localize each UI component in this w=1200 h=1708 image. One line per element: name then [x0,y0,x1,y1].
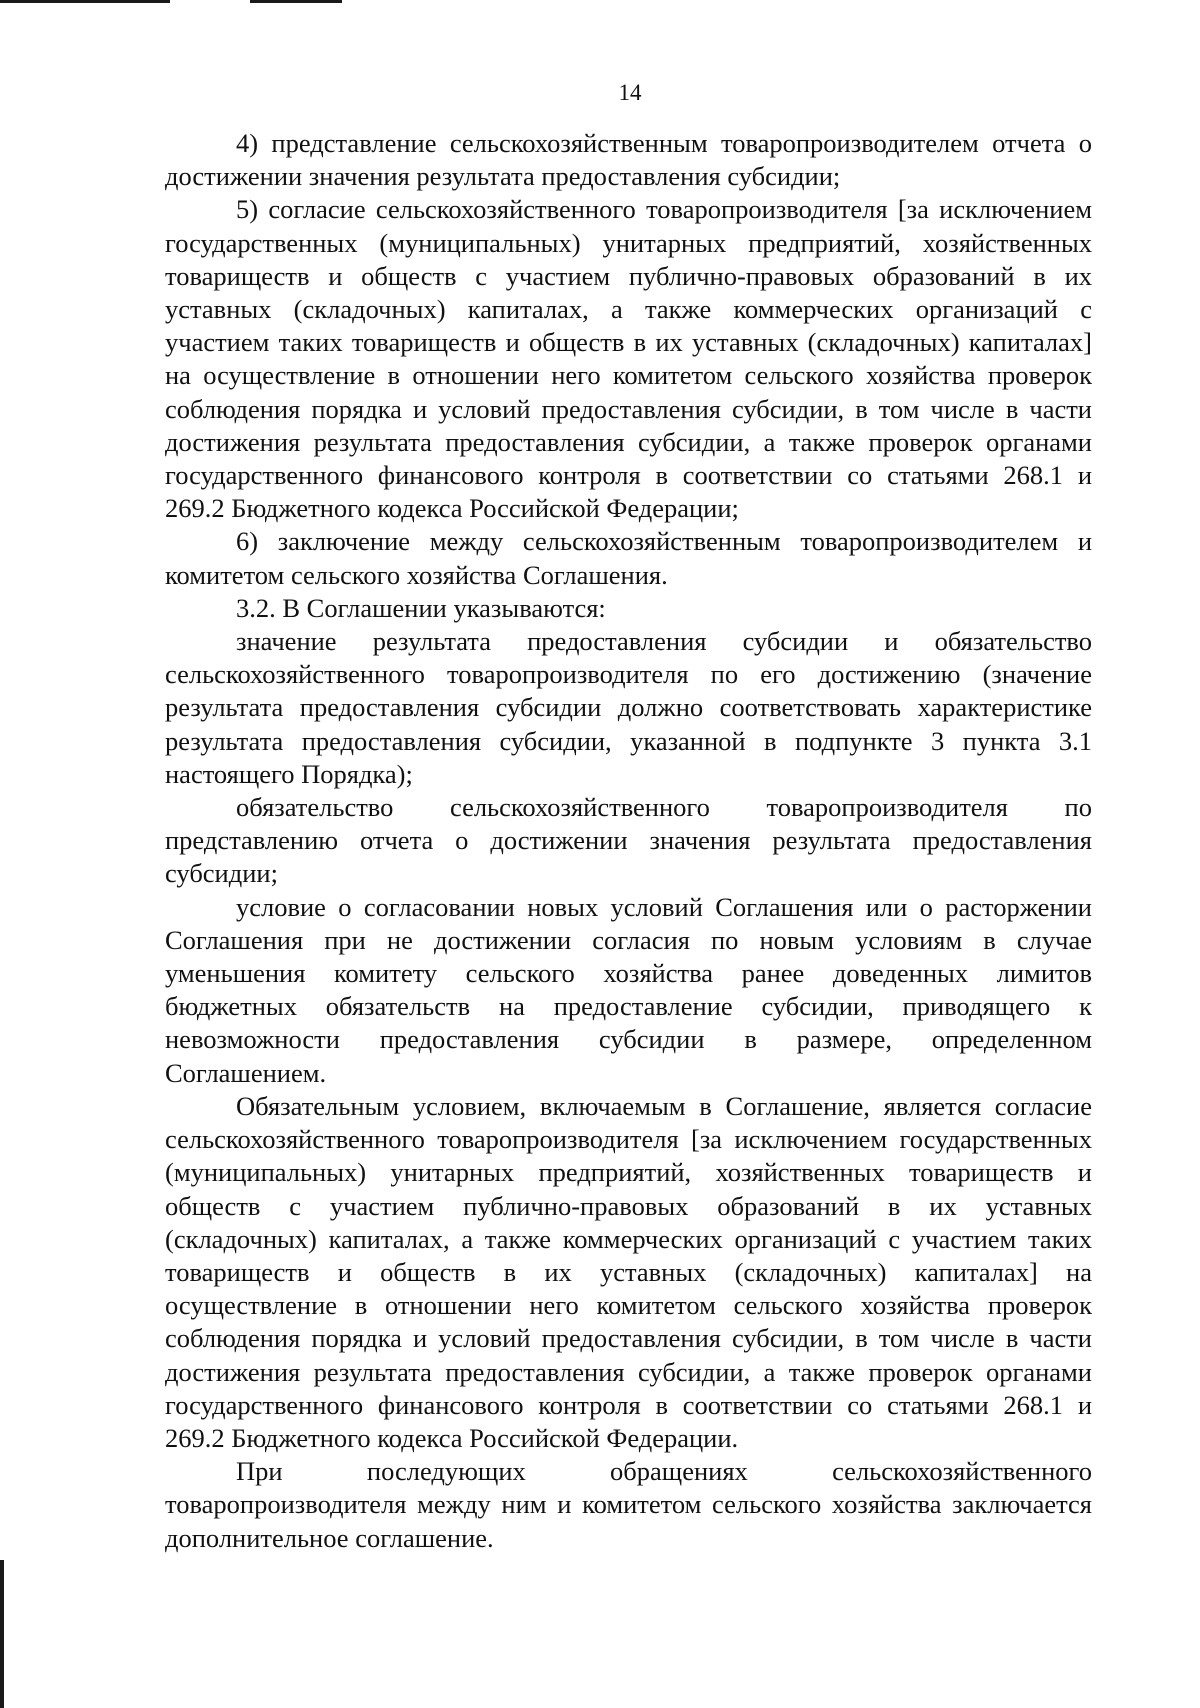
paragraph-mandatory-condition: Обязательным условием, включаемым в Соглашение, является согласие сельскохозяйственного товаропроизводителя [за исключением государственных (муниципальных) унитарных предприятий, хозяйственных товариществ и обществ с участием публично-правовых образований в их уставных (складочных) капиталах, а также коммерческих организаций с участием таких товариществ и обществ в их уставных (складочных) капиталах] на осуществление в отношении него комитетом сельского хозяйства проверок соблюдения порядка и условий предоставления субсидии, в том числе в части достижения результата предоставления субсидии, а также проверок органами государственного финансового контроля в соответствии со статьями 268.1 и 269.2 Бюджетного кодекса Российской Федерации. [165,1090,1092,1453]
scan-edge-mark [0,1560,4,1708]
paragraph-report-obligation: обязательство сельскохозяйственного товаропроизводителя по представлению отчета о достижении значения результата предоставления субсидии; [165,792,1092,889]
paragraph-item-5: 5) согласие сельскохозяйственного товаропроизводителя [за исключением государственных (муниципальных) унитарных предприятий, хозяйственных товариществ и обществ с участием публично-правовых образований в их уставных (складочных) капиталах, а также коммерческих организаций с участием таких товариществ и обществ в их уставных (складочных) капиталах] на осуществление в отношении него комитетом сельского хозяйства проверок соблюдения порядка и условий предоставления субсидии, в том числе в части достижения результата предоставления субсидии, а также проверок органами государственного финансового контроля в соответствии со статьями 268.1 и 269.2 Бюджетного кодекса Российской Федерации; [165,194,1092,524]
page-number: 14 [618,80,642,105]
paragraph-result-value: значение результата предоставления субсидии и обязательство сельскохозяйственного товаропроизводителя по его достижению (значение результата предоставления субсидии должно соответствовать характеристике результата предоставления субсидии, указанной в подпункте 3 пункта 3.1 настоящего Порядка); [165,626,1092,789]
paragraph-item-4: 4) представление сельскохозяйственным товаропроизводителем отчета о достижении значения результата предоставления субсидии; [165,128,1092,192]
scan-border-mark [250,0,342,3]
paragraph-new-conditions: условие о согласовании новых условий Соглашения или о расторжении Соглашения при не достижении согласия по новым условиям в случае уменьшения комитету сельского хозяйства ранее доведенных лимитов бюджетных обязательств на предоставление субсидии, приводящего к невозможности предоставления субсидии в размере, определенном Соглашением. [165,891,1092,1088]
scan-border-mark [0,0,170,3]
paragraph-subsequent-requests: При последующих обращениях сельскохозяйственного товаропроизводителя между ним и комитетом сельского хозяйства заключается дополнительное соглашение. [165,1456,1092,1553]
document-body [165,127,1092,1555]
section-heading-3-2: 3.2. В Соглашении указываются: [236,592,606,623]
paragraph-item-6: 6) заключение между сельскохозяйственным товаропроизводителем и комитетом сельского хозяйства Соглашения. [165,526,1092,590]
